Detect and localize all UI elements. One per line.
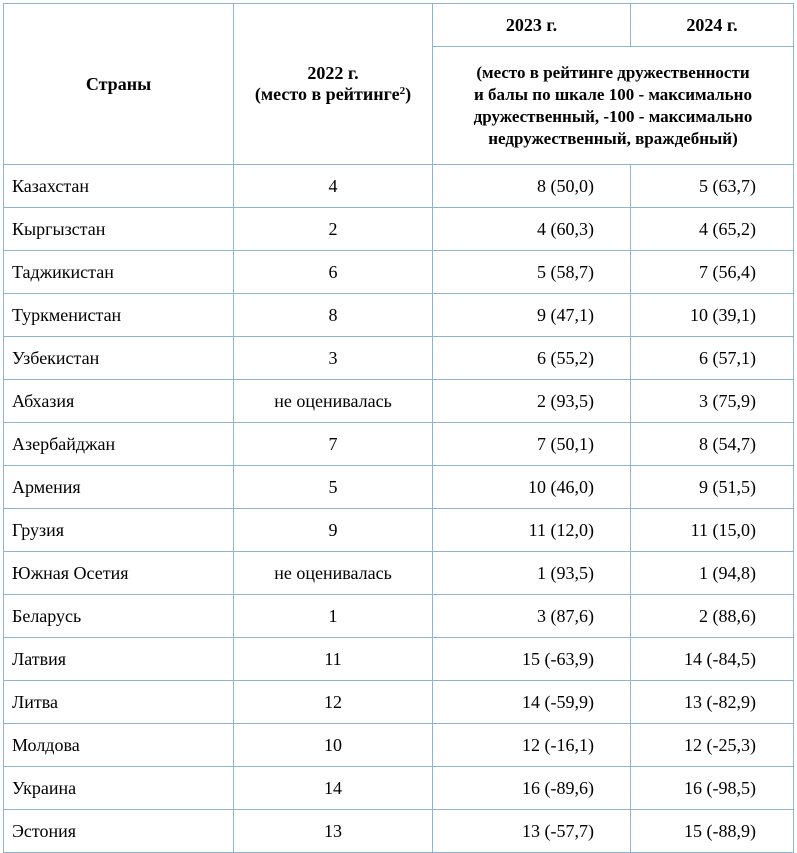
cell-country: Азербайджан [4,423,234,466]
cell-2022: 14 [234,767,433,810]
cell-2023: 16 (-89,6) [433,767,631,810]
cell-2023: 10 (46,0) [433,466,631,509]
cell-2024: 10 (39,1) [631,294,794,337]
cell-country: Эстония [4,810,234,853]
cell-country: Молдова [4,724,234,767]
cell-2024: 16 (-98,5) [631,767,794,810]
ranking-table-container [3,3,794,853]
table-row [4,810,794,853]
header-note-line: и балы по шкале 100 - максимально [474,84,752,104]
cell-country: Литва [4,681,234,724]
cell-country: Таджикистан [4,251,234,294]
cell-2022: 1 [234,595,433,638]
cell-2024: 6 (57,1) [631,337,794,380]
header-2022-stack [234,63,432,105]
cell-2024: 7 (56,4) [631,251,794,294]
cell-country: Туркменистан [4,294,234,337]
cell-2022: 3 [234,337,433,380]
cell-2022: 11 [234,638,433,681]
cell-2022: 10 [234,724,433,767]
table-row [4,337,794,380]
cell-country: Грузия [4,509,234,552]
cell-2023: 8 (50,0) [433,165,631,208]
header-countries: Страны [4,4,234,165]
cell-2023: 13 (-57,7) [433,810,631,853]
cell-2022: 13 [234,810,433,853]
table-row [4,380,794,423]
header-2022 [234,4,433,165]
cell-2024: 15 (-88,9) [631,810,794,853]
cell-country: Узбекистан [4,337,234,380]
cell-2023: 7 (50,1) [433,423,631,466]
cell-2022: 2 [234,208,433,251]
table-row [4,724,794,767]
cell-2022: 6 [234,251,433,294]
cell-2022: не оценивалась [234,552,433,595]
cell-2022: 7 [234,423,433,466]
cell-2023: 6 (55,2) [433,337,631,380]
cell-2024: 13 (-82,9) [631,681,794,724]
table-row [4,595,794,638]
header-note-line: (место в рейтинге дружественности [476,62,750,82]
table-row [4,208,794,251]
table-row [4,552,794,595]
cell-2022: не оценивалась [234,380,433,423]
cell-2024: 4 (65,2) [631,208,794,251]
cell-2024: 1 (94,8) [631,552,794,595]
cell-country: Казахстан [4,165,234,208]
cell-country: Беларусь [4,595,234,638]
footnote-marker: 2 [399,85,406,97]
cell-2023: 12 (-16,1) [433,724,631,767]
cell-2024: 5 (63,7) [631,165,794,208]
cell-2024: 3 (75,9) [631,380,794,423]
header-2022-subtitle [234,84,432,105]
cell-2023: 5 (58,7) [433,251,631,294]
cell-country: Кыргызстан [4,208,234,251]
cell-2024: 9 (51,5) [631,466,794,509]
table-body [4,165,794,853]
cell-2023: 14 (-59,9) [433,681,631,724]
cell-2024: 11 (15,0) [631,509,794,552]
cell-country: Абхазия [4,380,234,423]
cell-2023: 3 (87,6) [433,595,631,638]
cell-2024: 2 (88,6) [631,595,794,638]
cell-2023: 15 (-63,9) [433,638,631,681]
friendliness-ranking-table [3,3,794,853]
cell-2023: 1 (93,5) [433,552,631,595]
cell-2024: 14 (-84,5) [631,638,794,681]
header-2023: 2023 г. [433,4,631,47]
header-2022-year: 2022 г. [307,63,359,83]
table-row [4,767,794,810]
table-row [4,638,794,681]
table-row [4,165,794,208]
cell-2022: 4 [234,165,433,208]
cell-2024: 8 (54,7) [631,423,794,466]
cell-2023: 9 (47,1) [433,294,631,337]
cell-2023: 11 (12,0) [433,509,631,552]
table-row [4,251,794,294]
cell-country: Южная Осетия [4,552,234,595]
header-note-stack [433,62,793,150]
header-2022-subtitle-text: (место в рейтинге [254,84,400,104]
cell-2023: 2 (93,5) [433,380,631,423]
table-row [4,681,794,724]
table-row [4,423,794,466]
header-2022-close: ) [405,84,412,104]
header-2024: 2024 г. [631,4,794,47]
cell-2023: 4 (60,3) [433,208,631,251]
table-row [4,294,794,337]
cell-2024: 12 (-25,3) [631,724,794,767]
header-note-line: дружественный, -100 - максимально [473,106,753,126]
header-note [433,47,794,165]
cell-country: Украина [4,767,234,810]
cell-2022: 9 [234,509,433,552]
header-row-top [4,4,794,47]
table-row [4,466,794,509]
cell-2022: 8 [234,294,433,337]
cell-country: Армения [4,466,234,509]
cell-2022: 12 [234,681,433,724]
cell-2022: 5 [234,466,433,509]
cell-country: Латвия [4,638,234,681]
header-note-line: недружественный, враждебный) [488,128,738,148]
table-row [4,509,794,552]
